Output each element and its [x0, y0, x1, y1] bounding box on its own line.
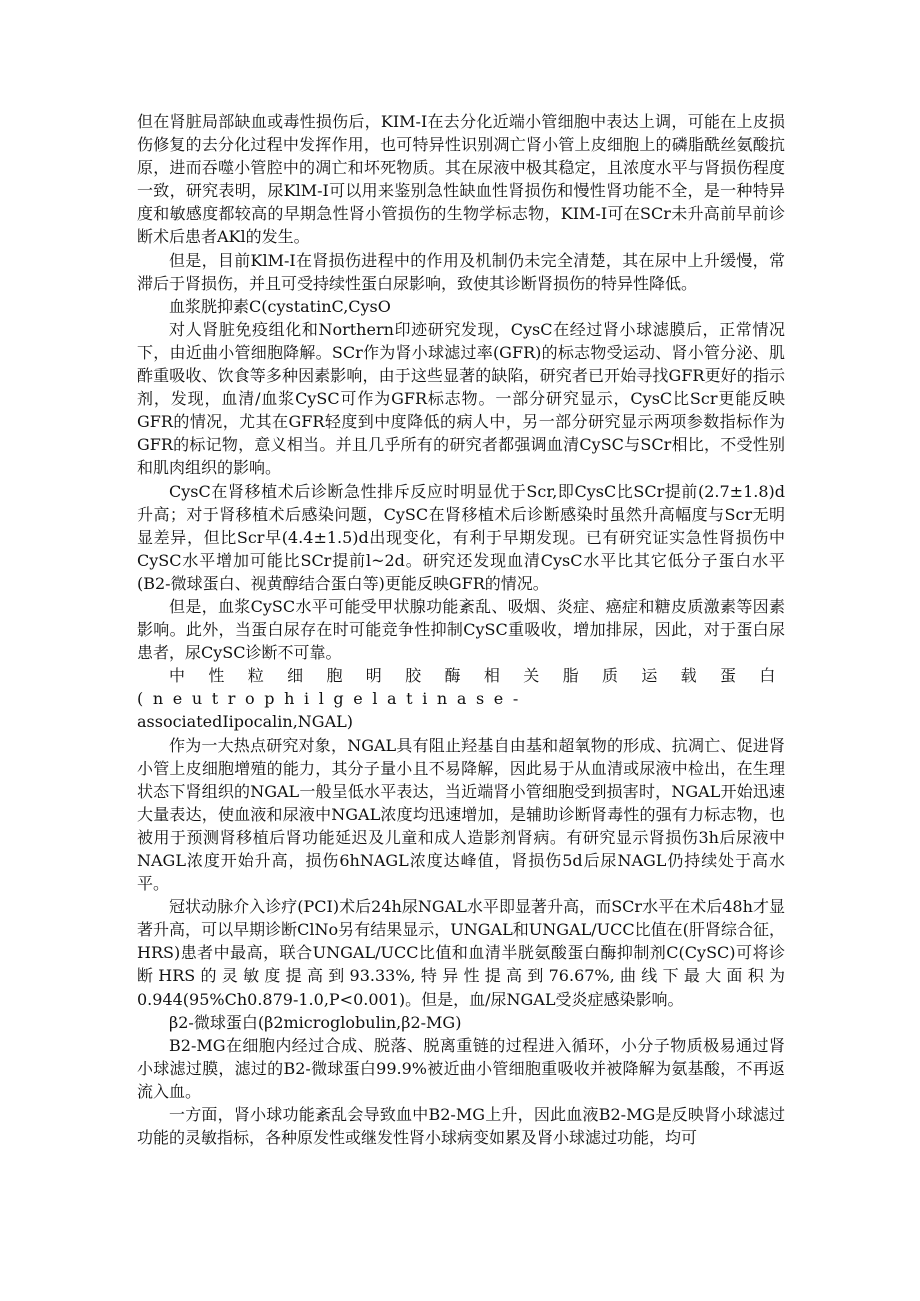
paragraph-ngal-pci: 冠状动脉介入诊疗(PCI)术后24h尿NGAL水平即显著升高，而SCr水平在术后48h才显著升高，可以早期诊断ClNo另有结果显示，UNGAL和UNGAL/UCC比值在(肝肾综合征，HRS)患者中最高，联合UNGAL/UCC比值和血清半胱氨酸蛋白酶抑制剂C(CySC)可将诊断HRS的灵敏度提高到93.33%,特异性提高到76.67%,曲线下最大面积为0.944(95%Ch0.879-1.0,P<0.001)。但是，血/尿NGAL受炎症感染影响。 [137, 897, 785, 1009]
paragraph-cysc-transplant: CysC在肾移植术后诊断急性排斥反应时明显优于Scr,即CysC比SCr提前(2.7±1.8)d升高；对于肾移植术后感染问题，CySC在肾移植术后诊断感染时虽然升高幅度与Scr无明显差异，但比Scr早(4.4±1.5)d出现变化，有利于早期发现。已有研究证实急性肾损伤中CySC水平增加可能比SCr提前l~2d。研究还发现血清CysC水平比其它低分子蛋白水平(B2-微球蛋白、视黄醇结合蛋白等)更能反映GFR的情况。 [137, 481, 785, 593]
section-heading-ngal [137, 664, 785, 710]
paragraph-cysc-limitation: 但是，血浆CySC水平可能受甲状腺功能紊乱、吸烟、炎症、癌症和糖皮质激素等因素影响。此外，当蛋白尿存在时可能竞争性抑制CySC重吸收，增加排尿，因此，对于蛋白尿患者，尿CySC诊断不可靠。 [137, 596, 785, 663]
paragraph-kim1-mechanism: 但在肾脏局部缺血或毒性损伤后，KIM-I在去分化近端小管细胞中表达上调，可能在上皮损伤修复的去分化过程中发挥作用，也可特异性识别凋亡肾小管上皮细胞上的磷脂酰丝氨酸抗原，进而吞噬小管腔中的凋亡和坏死物质。其在尿液中极其稳定，且浓度水平与肾损伤程度一致，研究表明，尿KlM-I可以用来鉴别急性缺血性肾损伤和慢性肾功能不全，是一种特异度和敏感度都较高的早期急性肾小管损伤的生物学标志物，KIM-I可在SCr未升高前早前诊断术后患者AKl的发生。 [137, 112, 785, 247]
paragraph-kim1-limitation: 但是，目前KlM-I在肾损伤进程中的作用及机制仍未完全清楚，其在尿中上升缓慢，常滞后于肾损伤，并且可受持续性蛋白尿影响，致使其诊断肾损伤的特异性降低。 [137, 250, 785, 293]
paragraph-b2mg-metabolism: B2-MG在细胞内经过合成、脱落、脱离重链的过程进入循环，小分子物质极易通过肾小球滤过膜，滤过的B2-微球蛋白99.9%被近曲小管细胞重吸收并被降解为氨基酸，不再返流入血。 [137, 1035, 785, 1101]
paragraph-cysc-gfr-marker: 对人肾脏免疫组化和Northern印迹研究发现，CysC在经过肾小球滤膜后，正常情况下，由近曲小管细胞降解。SCr作为肾小球滤过率(GFR)的标志物受运动、肾小管分泌、肌酢重吸收、饮食等多种因素影响，由于这些显著的缺陷，研究者已开始寻找GFR更好的指示剂，发现，血清/血浆CySC可作为GFR标志物。一部分研究显示，CysC比Scr更能反映GFR的情况，尤其在GFR轻度到中度降低的病人中，另一部分研究显示两项参数指标作为GFR的标记物，意义相当。并且几乎所有的研究者都强调血清CySC与SCr相比，不受性别和肌肉组织的影响。 [137, 319, 785, 478]
paragraph-ngal-function: 作为一大热点研究对象，NGAL具有阻止羟基自由基和超氧物的形成、抗凋亡、促进肾小管上皮细胞增殖的能力，其分子量小且不易降解，因此易于从血清或尿液中检出，在生理状态下肾组织的NGAL一般呈低水平表达，当近端肾小管细胞受到损害时，NGAL开始迅速大量表达，使血液和尿液中NGAL浓度均迅速增加，是辅助诊断肾毒性的强有力标志物，也被用于预测肾移植后肾功能延迟及儿童和成人造影剂肾病。有研究显示肾损伤3h后尿液中NAGL浓度开始升高，损伤6hNAGL浓度达峰值，肾损伤5d后尿NAGL仍持续处于高水平。 [137, 735, 785, 894]
section-heading-ngal-continuation: associatedIipocalin,NGAL) [137, 712, 353, 732]
paragraph-b2mg-glomerular: 一方面，肾小球功能紊乱会导致血中B2-MG上升，因此血液B2-MG是反映肾小球滤过功能的灵敏指标，各种原发性或继发性肾小球病变如累及肾小球滤过功能，均可 [137, 1105, 785, 1148]
section-heading-ngal-line1: 中性粒细胞明胶酶相关脂质运载蛋白(neutrophilgelatinase- [137, 666, 785, 709]
section-heading-cystatin-c: 血浆胱抑素C(cystatinC,CysO [169, 296, 391, 316]
section-heading-b2-microglobulin: β2-微球蛋白(β2microglobulin,β2-MG) [169, 1012, 462, 1032]
